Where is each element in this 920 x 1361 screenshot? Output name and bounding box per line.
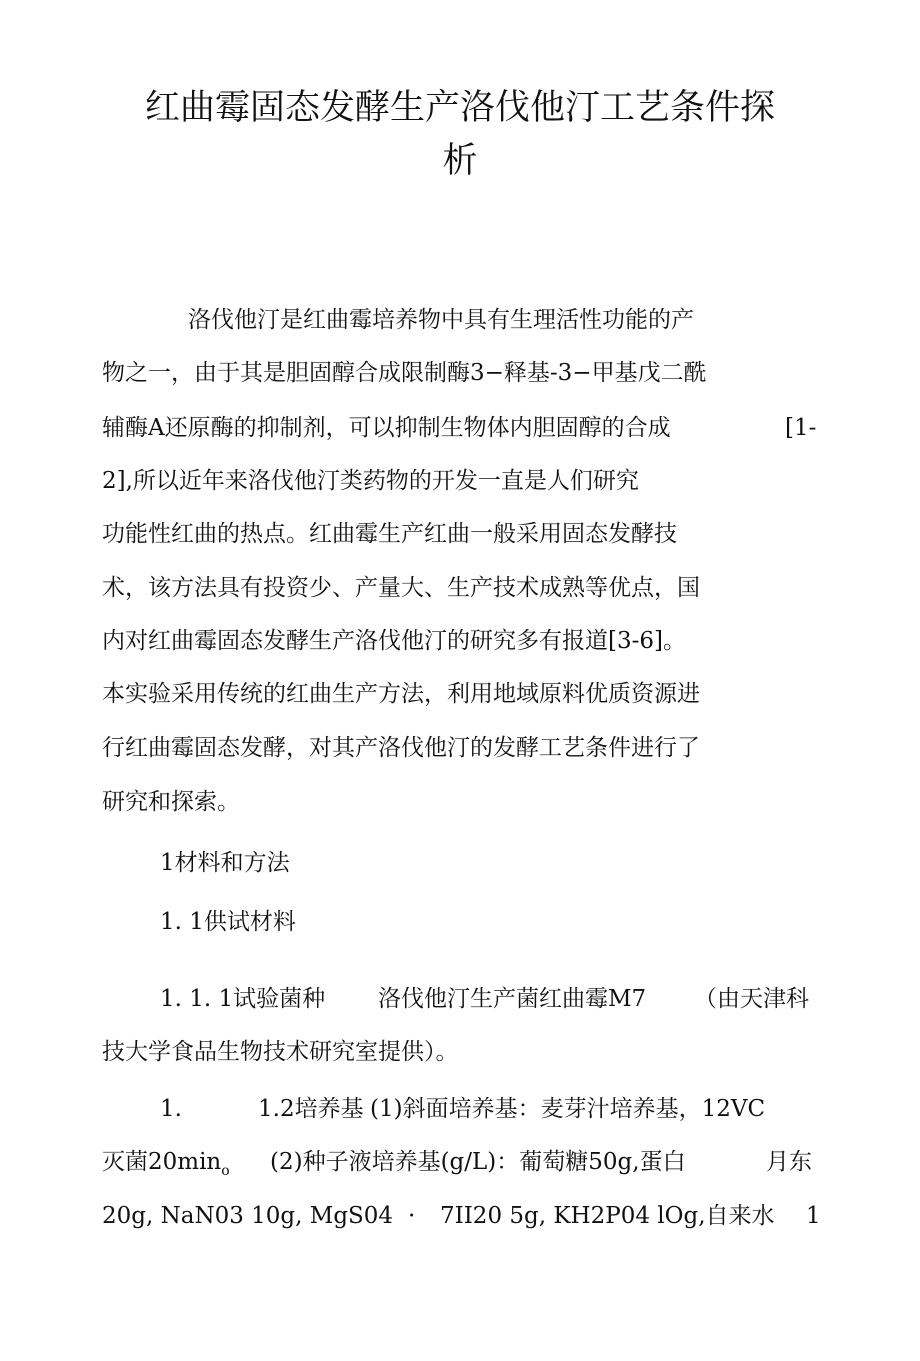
body-text-segment: 灭菌20min [102, 1149, 222, 1175]
body-text-line: 研究和探索。 [102, 789, 240, 815]
body-text-line: 洛伐他汀生产菌红曲霉M7 [378, 986, 647, 1012]
body-text-line: 洛伐他汀是红曲霉培养物中具有生理活性功能的产 [188, 307, 694, 333]
subsection-heading: 1. 1供试材料 [160, 909, 296, 935]
body-text-line: 月东 [766, 1149, 812, 1175]
body-text-line: 2],所以近年来洛伐他汀类药物的开发一直是人们研究 [102, 468, 639, 494]
body-text-line: 1 [806, 1203, 821, 1229]
body-text-line [102, 1147, 230, 1186]
document-title-line-2: 析 [442, 141, 478, 181]
body-text-line: · [408, 1203, 416, 1229]
body-text-line: [1- [785, 415, 817, 441]
body-text-line: (1)斜面培养基：麦芽汁培养基，12VC [370, 1096, 766, 1122]
body-text-line: 7II20 5g, KH2P04 lOg,自来水 [440, 1203, 775, 1229]
subsection-heading: 1.2培养基 [258, 1096, 364, 1122]
document-title-line-1: 红曲霉固态发酵生产洛伐他汀工艺条件探 [144, 88, 775, 128]
body-text-subscript: o [221, 1163, 230, 1179]
body-text-line: 本实验采用传统的红曲生产方法，利用地域原料优质资源进 [102, 681, 700, 707]
body-text-line: 内对红曲霉固态发酵生产洛伐他汀的研究多有报道[3-6]。 [102, 628, 686, 654]
body-text-line: 功能性红曲的热点。红曲霉生产红曲一般采用固态发酵技 [102, 521, 677, 547]
body-text-line: (2)种子液培养基(g/L)：葡萄糖50g,蛋白 [270, 1149, 686, 1175]
subsection-number: 1. [160, 1096, 182, 1122]
body-text-line: 辅酶A还原酶的抑制剂，可以抑制生物体内胆固醇的合成 [102, 415, 671, 441]
body-text-line: 术，该方法具有投资少、产量大、生产技术成熟等优点，国 [102, 575, 700, 601]
body-text-line: 技大学食品生物技术研究室提供）。 [102, 1039, 459, 1065]
section-heading: 1材料和方法 [160, 850, 290, 876]
body-text-line: 物之一，由于其是胆固醇合成限制酶3−释基-3−甲基戊二酰 [102, 360, 707, 386]
body-text-line: 行红曲霉固态发酵，对其产洛伐他汀的发酵工艺条件进行了 [102, 735, 700, 761]
body-text-line: 20g, NaN03 10g, MgS04 [102, 1203, 394, 1229]
body-text-line: （由天津科 [694, 986, 809, 1012]
subsection-heading: 1. 1. 1试验菌种 [160, 986, 326, 1012]
